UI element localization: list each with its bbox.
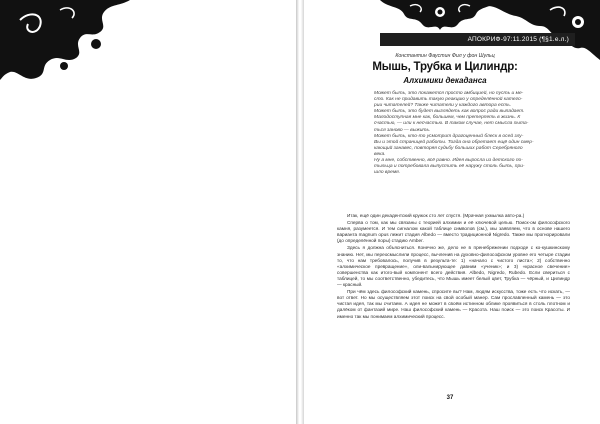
epigraph-line: сто. Как не придавить такую реакцию у определённой катего- [374, 97, 523, 103]
epigraph-line: кающий занавес, повторяя судьбу больших работ Серебряного [374, 145, 523, 151]
epigraph-line: Может быть, это будет выглядеть как вопрос ради выпадает. [374, 109, 525, 115]
running-title: АПОКРИФ-97:11.2015 (¶§1.е.л.) [467, 36, 569, 43]
body-paragraph: Итак, ещё один декадентский кружок сто лет спустя. (Мрачная ухмылка авто-ра.) [347, 213, 525, 218]
body-paragraph: Здесь я должна объясниться. Конечно же, дело не в пренебрежении подходе с ко-кушкинскому знанию. Нет, мы переосмыслили процесс, вычленив на духовно-философском уровне его четыре стадии то, что нам требовалось, получив в результа-те: 1) «начало с чистого листа»; 2) собственно «алхимическое превращение», оли-вальнирующее давним «ученик»; и 3) «красное свечение» совершенства как итого-вый компонент всего действия. Albedo, Nigredo, Rubedo. Если свериться с таблицей, то мы соответственно, убедитесь, что Мышь имеет белый цвет, Трубка — чёрный, и Цилиндр — красный. [337, 245, 570, 288]
epigraph-line: Малодоступная мне как, большем, чем претерпеть в жизнь. К [374, 115, 521, 121]
epigraph-line: шло время. [374, 170, 401, 176]
top-left-ornament [0, 0, 130, 80]
body-paragraph: При чём здесь философский камень, спросите вы? Нам, людям искусства, тоже есть что искать, — вот ответ. Но мы осуществляем этот поиск на свой особый манер. Сам прославленный камень — это чистая идея, так мы считаем. А идея не может в своём истинном облике проявиться в столь плотном и далёком от фантазий мире. Наш философский камень — Красота. Наш поиск — это поиск Красоты. И именно так мы понимаем алхимический процесс. [337, 289, 570, 319]
epigraph [374, 91, 570, 176]
running-header [380, 33, 575, 46]
epigraph-line: тыльца и потребовала выпустить её наружу столь быть, при- [374, 164, 525, 170]
epigraph-line: рии читателей? Также читатели у каждого автора есть. [374, 103, 512, 109]
article-subtitle: Алхимики декаданса [403, 76, 487, 85]
epigraph-line: счастью, — или к несчастью. В таком случае, нет смысла пыта- [374, 121, 529, 127]
article-title: Мышь, Трубка и Цилиндр: [372, 61, 518, 73]
epigraph-line: Ну а мне, собственно, всё равно. Идея выросла из детского по- [374, 158, 523, 164]
body-paragraph: Сперва о том, как мы связаны с теорией алхимии и её ключевой целью. Поиск-ом философского камня, разумеется. И тем сигналом какой таблице символов (см.), мы заявляем, что в основе нашего варианта magnum opus лежит стадия Albedo — вместо традиционной Nigredo. Также мы прогнорировали (до определённой поры) стадию Amber. [337, 220, 570, 244]
epigraph-line: Может быть, кто-то усмотрит драгоценный блеск в осей злу- [374, 133, 524, 139]
book-gutter [296, 0, 304, 424]
top-right-ornament [480, 0, 600, 60]
epigraph-line: Вы и этой страницей работы. Тогда она обретает ещё один смер- [374, 139, 534, 145]
body-text [337, 213, 570, 321]
page-number: 37 [446, 395, 454, 401]
epigraph-line: ться заново — выжить. [374, 127, 431, 133]
article-author: Константин Фаустин Фил у фон Шульц [395, 53, 495, 59]
epigraph-line: века. [374, 151, 386, 157]
epigraph-line: Может быть, это покажется просто амбицией, но пусть и ме- [374, 91, 524, 96]
